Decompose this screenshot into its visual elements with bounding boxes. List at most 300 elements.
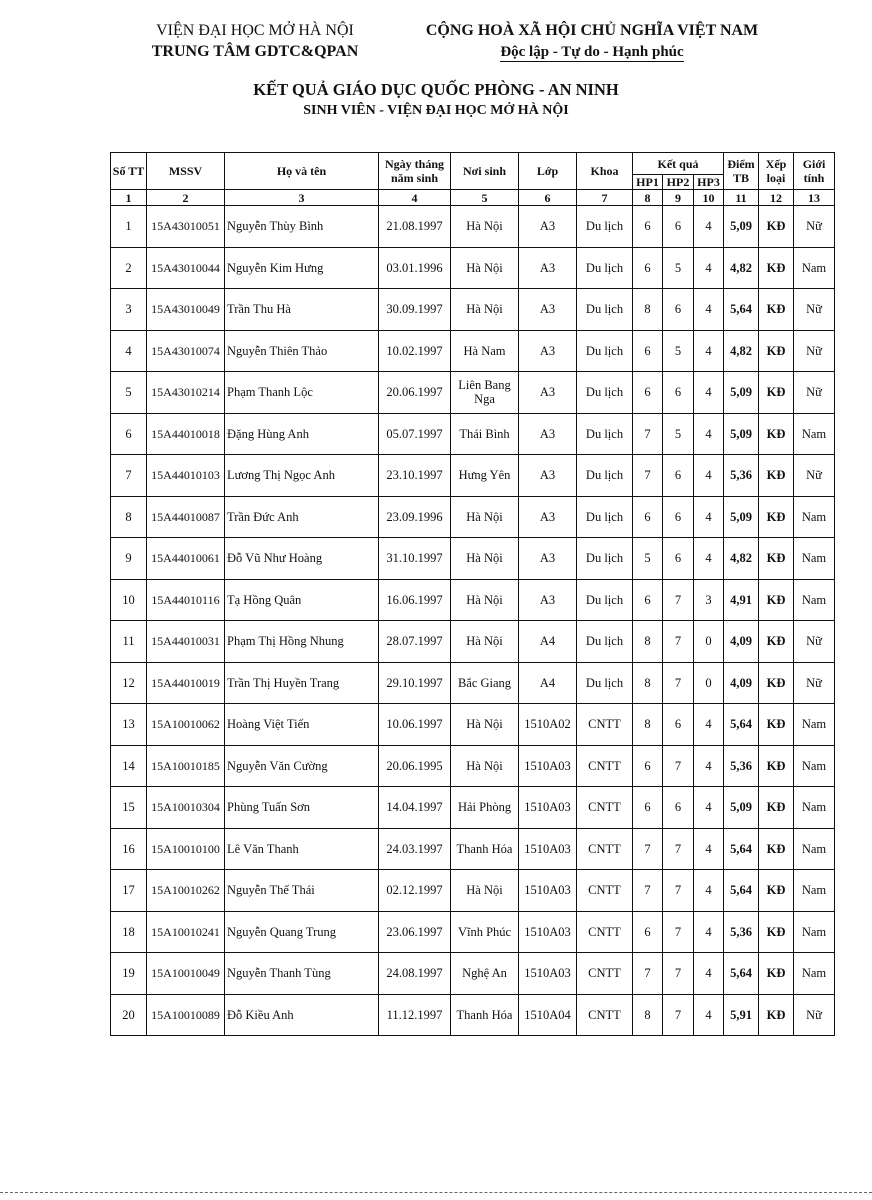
cell-class: 1510A03 <box>519 870 577 912</box>
cell-hp1: 5 <box>633 538 663 580</box>
cell-rank: KĐ <box>759 455 794 497</box>
cell-faculty: CNTT <box>577 953 633 995</box>
cell-hp3: 4 <box>694 704 724 746</box>
cell-gender: Nam <box>794 413 835 455</box>
cell-avg: 4,09 <box>724 621 759 663</box>
cell-birthplace: Hà Nội <box>451 496 519 538</box>
cell-stt: 16 <box>111 828 147 870</box>
cell-hp2: 7 <box>663 621 694 663</box>
cell-dob: 16.06.1997 <box>379 579 451 621</box>
cell-hp1: 7 <box>633 828 663 870</box>
cell-dob: 20.06.1995 <box>379 745 451 787</box>
cell-dob: 28.07.1997 <box>379 621 451 663</box>
results-body <box>111 206 835 1036</box>
cell-rank: KĐ <box>759 787 794 829</box>
cell-hp1: 6 <box>633 496 663 538</box>
cell-gender: Nam <box>794 745 835 787</box>
cell-hp2: 6 <box>663 289 694 331</box>
column-number: 3 <box>225 190 379 206</box>
cell-class: A3 <box>519 538 577 580</box>
cell-gender: Nam <box>794 953 835 995</box>
column-number: 8 <box>633 190 663 206</box>
cell-avg: 4,82 <box>724 330 759 372</box>
cell-hp3: 4 <box>694 911 724 953</box>
cell-class: A3 <box>519 413 577 455</box>
cell-mssv: 15A43010074 <box>147 330 225 372</box>
cell-hp3: 4 <box>694 953 724 995</box>
table-row <box>111 455 835 497</box>
cell-rank: KĐ <box>759 911 794 953</box>
cell-name: Phùng Tuấn Sơn <box>225 787 379 829</box>
institution-header <box>120 20 390 62</box>
cell-birthplace: Hà Nội <box>451 579 519 621</box>
cell-dob: 23.06.1997 <box>379 911 451 953</box>
cell-hp3: 4 <box>694 247 724 289</box>
header-dob: Ngày tháng năm sinh <box>379 153 451 190</box>
cell-class: A3 <box>519 372 577 414</box>
cell-dob: 24.08.1997 <box>379 953 451 995</box>
cell-mssv: 15A10010241 <box>147 911 225 953</box>
cell-hp2: 6 <box>663 372 694 414</box>
cell-rank: KĐ <box>759 745 794 787</box>
cell-birthplace: Thanh Hóa <box>451 828 519 870</box>
header-hp3: HP3 <box>694 175 724 190</box>
cell-avg: 5,64 <box>724 828 759 870</box>
cell-hp2: 6 <box>663 455 694 497</box>
table-row <box>111 787 835 829</box>
cell-avg: 5,36 <box>724 745 759 787</box>
cell-hp3: 3 <box>694 579 724 621</box>
cell-dob: 24.03.1997 <box>379 828 451 870</box>
cell-hp2: 6 <box>663 206 694 248</box>
cell-class: 1510A02 <box>519 704 577 746</box>
cell-hp1: 6 <box>633 247 663 289</box>
cell-hp3: 0 <box>694 662 724 704</box>
cell-birthplace: Hưng Yên <box>451 455 519 497</box>
cell-hp3: 4 <box>694 289 724 331</box>
column-number: 4 <box>379 190 451 206</box>
table-row <box>111 745 835 787</box>
cell-faculty: CNTT <box>577 911 633 953</box>
cell-hp1: 6 <box>633 330 663 372</box>
cell-hp1: 7 <box>633 870 663 912</box>
cell-hp1: 6 <box>633 787 663 829</box>
cell-rank: KĐ <box>759 496 794 538</box>
cell-class: A3 <box>519 289 577 331</box>
cell-mssv: 15A10010100 <box>147 828 225 870</box>
cell-stt: 8 <box>111 496 147 538</box>
table-row <box>111 911 835 953</box>
header-hp2: HP2 <box>663 175 694 190</box>
table-row <box>111 538 835 580</box>
cell-stt: 15 <box>111 787 147 829</box>
cell-name: Hoàng Việt Tiến <box>225 704 379 746</box>
cell-gender: Nam <box>794 496 835 538</box>
cell-hp2: 7 <box>663 994 694 1036</box>
cell-stt: 4 <box>111 330 147 372</box>
cell-avg: 4,82 <box>724 247 759 289</box>
cell-dob: 23.09.1996 <box>379 496 451 538</box>
table-row <box>111 579 835 621</box>
cell-stt: 18 <box>111 911 147 953</box>
column-number: 10 <box>694 190 724 206</box>
cell-hp1: 7 <box>633 413 663 455</box>
cell-name: Nguyễn Thế Thái <box>225 870 379 912</box>
cell-dob: 10.06.1997 <box>379 704 451 746</box>
cell-avg: 5,09 <box>724 787 759 829</box>
cell-hp3: 4 <box>694 455 724 497</box>
cell-rank: KĐ <box>759 704 794 746</box>
header-hp1: HP1 <box>633 175 663 190</box>
cell-faculty: Du lịch <box>577 330 633 372</box>
cell-mssv: 15A10010089 <box>147 994 225 1036</box>
cell-name: Nguyễn Văn Cường <box>225 745 379 787</box>
cell-class: 1510A03 <box>519 953 577 995</box>
cell-faculty: CNTT <box>577 870 633 912</box>
cell-rank: KĐ <box>759 372 794 414</box>
cell-mssv: 15A44010103 <box>147 455 225 497</box>
header-rank: Xếp loại <box>759 153 794 190</box>
cell-hp1: 7 <box>633 953 663 995</box>
header-avg: Điểm TB <box>724 153 759 190</box>
header-faculty: Khoa <box>577 153 633 190</box>
cell-name: Lê Văn Thanh <box>225 828 379 870</box>
cell-mssv: 15A44010061 <box>147 538 225 580</box>
cell-rank: KĐ <box>759 994 794 1036</box>
cell-gender: Nam <box>794 579 835 621</box>
cell-class: A3 <box>519 579 577 621</box>
cell-faculty: Du lịch <box>577 621 633 663</box>
cell-class: 1510A03 <box>519 911 577 953</box>
cell-mssv: 15A44010116 <box>147 579 225 621</box>
cell-rank: KĐ <box>759 828 794 870</box>
cell-name: Đỗ Kiều Anh <box>225 994 379 1036</box>
cell-hp3: 4 <box>694 496 724 538</box>
cell-mssv: 15A44010019 <box>147 662 225 704</box>
cell-dob: 31.10.1997 <box>379 538 451 580</box>
cell-birthplace: Hà Nội <box>451 704 519 746</box>
cell-gender: Nam <box>794 704 835 746</box>
cell-birthplace: Hà Nội <box>451 870 519 912</box>
cell-faculty: Du lịch <box>577 662 633 704</box>
table-row <box>111 704 835 746</box>
cell-birthplace: Vĩnh Phúc <box>451 911 519 953</box>
table-row <box>111 247 835 289</box>
cell-hp2: 7 <box>663 870 694 912</box>
cell-class: A4 <box>519 662 577 704</box>
cell-faculty: Du lịch <box>577 247 633 289</box>
cell-birthplace: Thái Bình <box>451 413 519 455</box>
cell-hp1: 8 <box>633 994 663 1036</box>
cell-birthplace: Hải Phòng <box>451 787 519 829</box>
cell-name: Tạ Hồng Quân <box>225 579 379 621</box>
cell-avg: 5,91 <box>724 994 759 1036</box>
cell-class: A4 <box>519 621 577 663</box>
cell-stt: 20 <box>111 994 147 1036</box>
page-footer-line <box>0 1192 872 1194</box>
cell-mssv: 15A44010087 <box>147 496 225 538</box>
cell-stt: 14 <box>111 745 147 787</box>
cell-hp2: 7 <box>663 953 694 995</box>
cell-hp3: 4 <box>694 787 724 829</box>
table-row <box>111 372 835 414</box>
cell-name: Trần Đức Anh <box>225 496 379 538</box>
cell-faculty: CNTT <box>577 828 633 870</box>
column-number: 2 <box>147 190 225 206</box>
column-number: 6 <box>519 190 577 206</box>
cell-rank: KĐ <box>759 206 794 248</box>
column-number: 13 <box>794 190 835 206</box>
cell-rank: KĐ <box>759 621 794 663</box>
cell-faculty: Du lịch <box>577 413 633 455</box>
column-number: 1 <box>111 190 147 206</box>
cell-hp2: 6 <box>663 496 694 538</box>
cell-stt: 7 <box>111 455 147 497</box>
cell-gender: Nữ <box>794 206 835 248</box>
cell-birthplace: Hà Nội <box>451 621 519 663</box>
cell-avg: 4,91 <box>724 579 759 621</box>
cell-birthplace: Hà Nội <box>451 206 519 248</box>
cell-class: A3 <box>519 206 577 248</box>
cell-mssv: 15A10010304 <box>147 787 225 829</box>
cell-rank: KĐ <box>759 289 794 331</box>
header-result: Kết quả <box>633 153 724 175</box>
cell-avg: 5,09 <box>724 413 759 455</box>
header-birthplace: Nơi sinh <box>451 153 519 190</box>
table-row <box>111 496 835 538</box>
cell-gender: Nam <box>794 828 835 870</box>
header-mssv: MSSV <box>147 153 225 190</box>
cell-stt: 5 <box>111 372 147 414</box>
cell-stt: 6 <box>111 413 147 455</box>
column-number: 11 <box>724 190 759 206</box>
cell-name: Phạm Thị Hồng Nhung <box>225 621 379 663</box>
cell-rank: KĐ <box>759 538 794 580</box>
cell-mssv: 15A10010262 <box>147 870 225 912</box>
column-number: 5 <box>451 190 519 206</box>
header-class: Lớp <box>519 153 577 190</box>
country-name: CỘNG HOÀ XÃ HỘI CHỦ NGHĨA VIỆT NAM <box>425 22 759 39</box>
cell-gender: Nam <box>794 911 835 953</box>
cell-gender: Nữ <box>794 662 835 704</box>
cell-hp1: 6 <box>633 579 663 621</box>
cell-avg: 5,09 <box>724 206 759 248</box>
cell-faculty: Du lịch <box>577 538 633 580</box>
cell-rank: KĐ <box>759 662 794 704</box>
cell-gender: Nữ <box>794 994 835 1036</box>
cell-name: Trần Thị Huyền Trang <box>225 662 379 704</box>
cell-mssv: 15A10010185 <box>147 745 225 787</box>
cell-stt: 13 <box>111 704 147 746</box>
center-name: TRUNG TÂM GDTC&QPAN <box>151 43 359 60</box>
cell-mssv: 15A43010214 <box>147 372 225 414</box>
cell-stt: 9 <box>111 538 147 580</box>
cell-rank: KĐ <box>759 870 794 912</box>
cell-name: Nguyễn Thiên Thảo <box>225 330 379 372</box>
cell-mssv: 15A43010049 <box>147 289 225 331</box>
table-row <box>111 828 835 870</box>
table-row <box>111 662 835 704</box>
cell-rank: KĐ <box>759 330 794 372</box>
document-subtitle: SINH VIÊN - VIỆN ĐẠI HỌC MỞ HÀ NỘI <box>303 103 569 118</box>
cell-hp2: 6 <box>663 538 694 580</box>
cell-birthplace: Bắc Giang <box>451 662 519 704</box>
cell-hp2: 7 <box>663 662 694 704</box>
cell-avg: 5,36 <box>724 455 759 497</box>
cell-name: Đỗ Vũ Như Hoàng <box>225 538 379 580</box>
cell-stt: 1 <box>111 206 147 248</box>
cell-rank: KĐ <box>759 247 794 289</box>
cell-birthplace: Hà Nội <box>451 247 519 289</box>
cell-faculty: Du lịch <box>577 496 633 538</box>
header-gender: Giới tính <box>794 153 835 190</box>
cell-dob: 14.04.1997 <box>379 787 451 829</box>
cell-stt: 17 <box>111 870 147 912</box>
cell-gender: Nữ <box>794 330 835 372</box>
cell-dob: 23.10.1997 <box>379 455 451 497</box>
cell-avg: 5,64 <box>724 870 759 912</box>
cell-mssv: 15A10010049 <box>147 953 225 995</box>
cell-hp1: 8 <box>633 662 663 704</box>
column-number: 7 <box>577 190 633 206</box>
cell-class: A3 <box>519 330 577 372</box>
document-title: KẾT QUẢ GIÁO DỤC QUỐC PHÒNG - AN NINH <box>253 80 619 99</box>
cell-dob: 05.07.1997 <box>379 413 451 455</box>
cell-mssv: 15A43010044 <box>147 247 225 289</box>
cell-hp3: 4 <box>694 994 724 1036</box>
cell-mssv: 15A43010051 <box>147 206 225 248</box>
cell-class: 1510A03 <box>519 828 577 870</box>
cell-class: A3 <box>519 247 577 289</box>
results-table <box>110 152 835 1036</box>
cell-hp3: 0 <box>694 621 724 663</box>
cell-hp3: 4 <box>694 870 724 912</box>
table-row <box>111 870 835 912</box>
cell-hp3: 4 <box>694 330 724 372</box>
cell-hp2: 7 <box>663 745 694 787</box>
institution-name: VIỆN ĐẠI HỌC MỞ HÀ NỘI <box>156 22 354 39</box>
cell-gender: Nam <box>794 538 835 580</box>
table-row <box>111 994 835 1036</box>
cell-name: Đặng Hùng Anh <box>225 413 379 455</box>
cell-hp2: 7 <box>663 579 694 621</box>
cell-stt: 19 <box>111 953 147 995</box>
cell-hp1: 6 <box>633 745 663 787</box>
cell-gender: Nữ <box>794 372 835 414</box>
cell-hp2: 5 <box>663 413 694 455</box>
cell-hp2: 7 <box>663 911 694 953</box>
cell-hp1: 6 <box>633 206 663 248</box>
cell-avg: 5,09 <box>724 372 759 414</box>
cell-name: Nguyễn Kim Hưng <box>225 247 379 289</box>
cell-class: 1510A04 <box>519 994 577 1036</box>
national-motto: Độc lập - Tự do - Hạnh phúc <box>500 44 684 60</box>
cell-faculty: Du lịch <box>577 289 633 331</box>
cell-name: Nguyễn Quang Trung <box>225 911 379 953</box>
cell-dob: 02.12.1997 <box>379 870 451 912</box>
cell-name: Phạm Thanh Lộc <box>225 372 379 414</box>
cell-class: 1510A03 <box>519 787 577 829</box>
cell-hp1: 8 <box>633 621 663 663</box>
cell-stt: 10 <box>111 579 147 621</box>
table-row <box>111 413 835 455</box>
cell-hp3: 4 <box>694 372 724 414</box>
cell-avg: 5,09 <box>724 496 759 538</box>
cell-name: Lương Thị Ngọc Anh <box>225 455 379 497</box>
column-number: 12 <box>759 190 794 206</box>
column-number: 9 <box>663 190 694 206</box>
cell-avg: 5,64 <box>724 704 759 746</box>
cell-dob: 30.09.1997 <box>379 289 451 331</box>
cell-rank: KĐ <box>759 413 794 455</box>
cell-class: 1510A03 <box>519 745 577 787</box>
cell-hp3: 4 <box>694 413 724 455</box>
table-row <box>111 621 835 663</box>
cell-gender: Nam <box>794 870 835 912</box>
cell-dob: 03.01.1996 <box>379 247 451 289</box>
cell-hp2: 6 <box>663 787 694 829</box>
table-row <box>111 330 835 372</box>
cell-hp2: 7 <box>663 828 694 870</box>
cell-avg: 5,64 <box>724 289 759 331</box>
cell-rank: KĐ <box>759 953 794 995</box>
header-stt: Số TT <box>111 153 147 190</box>
cell-hp1: 6 <box>633 911 663 953</box>
cell-rank: KĐ <box>759 579 794 621</box>
cell-hp3: 4 <box>694 538 724 580</box>
cell-avg: 5,36 <box>724 911 759 953</box>
cell-faculty: CNTT <box>577 994 633 1036</box>
cell-stt: 12 <box>111 662 147 704</box>
cell-hp3: 4 <box>694 206 724 248</box>
cell-faculty: Du lịch <box>577 579 633 621</box>
cell-name: Trần Thu Hà <box>225 289 379 331</box>
cell-hp2: 5 <box>663 330 694 372</box>
cell-gender: Nam <box>794 247 835 289</box>
cell-faculty: CNTT <box>577 745 633 787</box>
cell-gender: Nam <box>794 787 835 829</box>
national-header <box>408 20 776 62</box>
cell-stt: 3 <box>111 289 147 331</box>
table-row <box>111 206 835 248</box>
cell-birthplace: Thanh Hóa <box>451 994 519 1036</box>
cell-birthplace: Hà Nội <box>451 745 519 787</box>
table-row <box>111 289 835 331</box>
header-name: Họ và tên <box>225 153 379 190</box>
cell-dob: 29.10.1997 <box>379 662 451 704</box>
cell-name: Nguyễn Thùy Bình <box>225 206 379 248</box>
cell-faculty: CNTT <box>577 704 633 746</box>
cell-stt: 2 <box>111 247 147 289</box>
cell-hp2: 6 <box>663 704 694 746</box>
cell-gender: Nữ <box>794 289 835 331</box>
cell-class: A3 <box>519 496 577 538</box>
cell-birthplace: Nghệ An <box>451 953 519 995</box>
cell-faculty: Du lịch <box>577 206 633 248</box>
column-number-row <box>111 190 835 206</box>
cell-avg: 4,09 <box>724 662 759 704</box>
cell-hp1: 6 <box>633 372 663 414</box>
cell-birthplace: Hà Nội <box>451 538 519 580</box>
cell-faculty: CNTT <box>577 787 633 829</box>
cell-hp3: 4 <box>694 745 724 787</box>
cell-avg: 5,64 <box>724 953 759 995</box>
cell-dob: 20.06.1997 <box>379 372 451 414</box>
cell-hp1: 7 <box>633 455 663 497</box>
cell-mssv: 15A44010031 <box>147 621 225 663</box>
cell-faculty: Du lịch <box>577 372 633 414</box>
cell-stt: 11 <box>111 621 147 663</box>
